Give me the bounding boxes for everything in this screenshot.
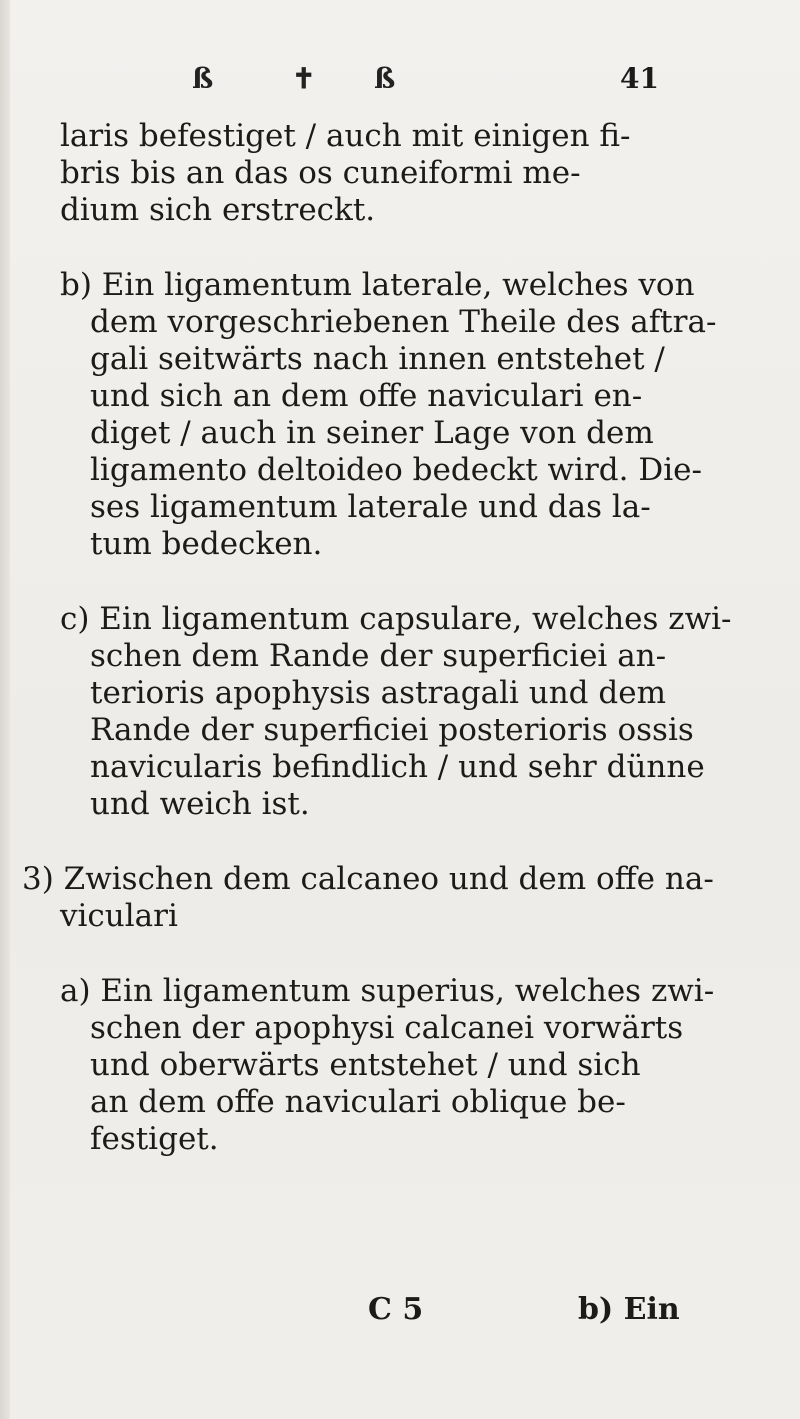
text-line: Rande der superficiei posterioris ossis <box>90 712 694 748</box>
paragraph-c-ligamentum-capsulare <box>60 601 780 823</box>
page-footer <box>0 1292 800 1332</box>
text-line: dium sich erstreckt. <box>60 192 376 228</box>
text-line: an dem offe naviculari oblique be- <box>90 1084 626 1120</box>
text-line: festiget. <box>90 1121 219 1157</box>
text-line: bris bis an das os cuneiformi me- <box>60 155 581 191</box>
text-line: schen der apophysi calcanei vorwärts <box>90 1010 684 1046</box>
text-line: gali seitwärts nach innen entstehet / <box>90 341 665 377</box>
page-gutter <box>0 0 10 1419</box>
text-line: dem vorgeschriebenen Theile des aftra- <box>90 304 717 340</box>
section-3-heading <box>22 861 780 935</box>
text-line: b) Ein ligamentum laterale, welches von <box>60 267 695 303</box>
paragraph-continuation <box>60 118 780 229</box>
header-ornament-center: ✝ <box>292 62 316 95</box>
text-line: diget / auch in seiner Lage von dem <box>90 415 654 451</box>
text-line: navicularis befindlich / und sehr dünne <box>90 749 705 785</box>
text-line: laris befestiget / auch mit einigen fi- <box>60 118 631 154</box>
page-number: 41 <box>620 62 659 95</box>
text-line: ses ligamentum laterale und das la- <box>90 489 651 525</box>
catchword: b) Ein <box>578 1292 680 1327</box>
page-header <box>0 62 800 102</box>
paragraph-a-ligamentum-superius <box>60 973 780 1158</box>
text-line: c) Ein ligamentum capsulare, welches zwi- <box>60 601 732 637</box>
text-line: terioris apophysis astragali und dem <box>90 675 666 711</box>
text-line: 3) Zwischen dem calcaneo und dem offe na- <box>22 861 714 897</box>
signature-mark: C 5 <box>368 1292 424 1327</box>
text-line: und weich ist. <box>90 786 310 822</box>
header-ornament-left: ß <box>192 62 214 95</box>
text-line: und sich an dem offe naviculari en- <box>90 378 643 414</box>
body-text <box>22 118 780 1174</box>
text-line: ligamento deltoideo bedeckt wird. Die- <box>90 452 702 488</box>
text-line: tum bedecken. <box>90 526 323 562</box>
text-line: und oberwärts entstehet / und sich <box>90 1047 641 1083</box>
text-line: schen dem Rande der superficiei an- <box>90 638 667 674</box>
paragraph-b-ligamentum-laterale <box>60 267 780 563</box>
text-line: a) Ein ligamentum superius, welches zwi- <box>60 973 715 1009</box>
header-ornament-right: ß <box>374 62 396 95</box>
text-line: viculari <box>60 898 178 934</box>
